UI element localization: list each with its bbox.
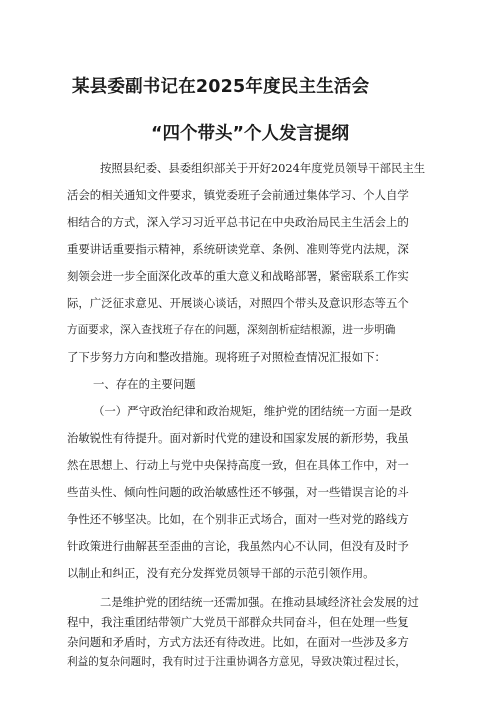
paragraph-line: 利益的复杂问题时，我有时过于注重协调各方意见，导致决策过程过长， (67, 656, 406, 668)
paragraph-line: 相结合的方式，深入学习习近平总书记在中央政治局民主生活会上的 (67, 215, 409, 229)
section-heading: 一、存在的主要问题 (93, 377, 196, 391)
document-title-line-1: 某县委副书记在2025年度民主生活会 (72, 77, 370, 97)
paragraph-line: 刻领会进一步全面深化改革的重大意义和战略部署，紧密联系工作实 (67, 269, 409, 283)
paragraph-line: 以制止和纠正，没有充分发挥党员领导干部的示范引领作用。 (67, 566, 375, 580)
paragraph-line: 际，广泛征求意见、开展谈心谈话，对照四个带头及意识形态等五个 (67, 296, 409, 310)
paragraph-line: 程中，我注重团结带领广大党员干部群众共同奋斗，但在处理一些复 (67, 615, 409, 629)
paragraph-line: 然在思想上、行动上与党中央保持高度一致，但在具体工作中，对一 (67, 458, 409, 472)
paragraph-line: 争性还不够坚决。比如，在个别非正式场合，面对一些对党的路线方 (67, 512, 409, 526)
document-title-line-2: “四个带头”个人发言提纲 (150, 124, 349, 144)
paragraph-line: 针政策进行曲解甚至歪曲的言论，我虽然内心不认同，但没有及时予 (67, 539, 409, 553)
paragraph-line: 了下步努力方向和整改措施。现将班子对照检查情况汇报如下： (67, 350, 386, 364)
paragraph-line: 些苗头性、倾向性问题的政治敏感性还不够强，对一些错误言论的斗 (67, 485, 409, 499)
paragraph-line: 方面要求，深入查找班子存在的问题，深刻剖析症结根源，进一步明确 (67, 324, 396, 336)
paragraph-line: 治敏锐性有待提升。面对新时代党的建设和国家发展的新形势，我虽 (67, 431, 409, 445)
paragraph-line: 活会的相关通知文件要求，镇党委班子会前通过集体学习、个人自学 (67, 188, 409, 202)
paragraph-line: 重要讲话重要指示精神，系统研读党章、条例、准则等党内法规，深 (67, 242, 409, 256)
paragraph-line: （一）严守政治纪律和政治规矩，维护党的团结统一方面一是政 (93, 404, 412, 418)
paragraph-line: 杂问题和矛盾时，方式方法还有待改进。比如，在面对一些涉及多方 (67, 635, 409, 649)
paragraph-line: 按照县纪委、县委组织部关于开好2024年度党员领导干部民主生 (100, 161, 426, 175)
paragraph-line: 二是维护党的团结统一还需加强。在推动县域经济社会发展的过 (100, 595, 419, 609)
